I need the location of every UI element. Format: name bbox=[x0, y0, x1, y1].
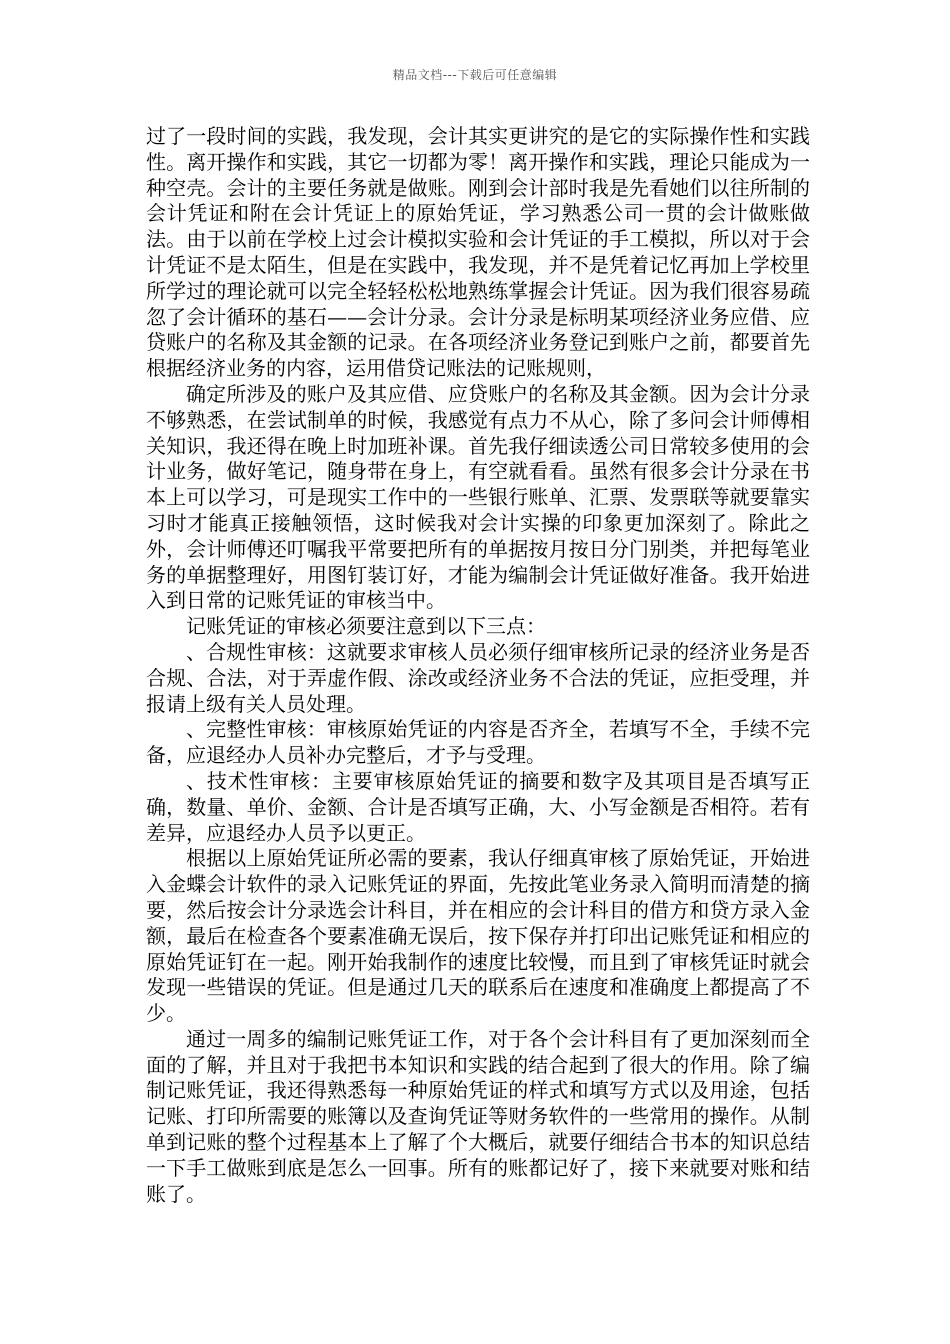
paragraph-7: 根据以上原始凭证所必需的要素，我认仔细真审核了原始凭证，开始进入金蝶会计软件的录入记账凭证的界面，先按此笔业务录入简明而清楚的摘要，然后按会计分录选会计科目，并在相应的会计科目的借方和贷方录入金额，最后在检查各个要素准确无误后，按下保存并打印出记账凭证和相应的原始凭证钉在一起。刚开始我制作的速度比较慢，而且到了审核凭证时就会发现一些错误的凭证。但是通过几天的联系后在速度和准确度上都提高了不少。 bbox=[146, 846, 810, 1026]
page-header: 精品文档---下载后可任意编辑 bbox=[392, 68, 558, 82]
document-body bbox=[146, 124, 810, 1207]
paragraph-2: 确定所涉及的账户及其应借、应贷账户的名称及其金额。因为会计分录不够熟悉，在尝试制单的时候，我感觉有点力不从心，除了多问会计师傅相关知识，我还得在晚上时加班补课。首先我仔细读透公司日常较多使用的会计业务，做好笔记，随身带在身上，有空就看看。虽然有很多会计分录在书本上可以学习，可是现实工作中的一些银行账单、汇票、发票联等就要靠实习时才能真正接触领悟，这时候我对会计实操的印象更加深刻了。除此之外，会计师傅还叮嘱我平常要把所有的单据按月按日分门别类，并把每笔业务的单据整理好，用图钉装订好，才能为编制会计凭证做好准备。我开始进入到日常的记账凭证的审核当中。 bbox=[146, 381, 810, 613]
paragraph-6: 、技术性审核：主要审核原始凭证的摘要和数字及其项目是否填写正确，数量、单价、金额、合计是否填写正确，大、小写金额是否相符。若有差异，应退经办人员予以更正。 bbox=[146, 768, 810, 845]
paragraph-8: 通过一周多的编制记账凭证工作，对于各个会计科目有了更加深刻而全面的了解，并且对于我把书本知识和实践的结合起到了很大的作用。除了编制记账凭证，我还得熟悉每一种原始凭证的样式和填写方式以及用途，包括记账、打印所需要的账簿以及查询凭证等财务软件的一些常用的操作。从制单到记账的整个过程基本上了解了个大概后，就要仔细结合书本的知识总结一下手工做账到底是怎么一回事。所有的账都记好了，接下来就要对账和结账了。 bbox=[146, 1026, 810, 1206]
paragraph-4: 、合规性审核：这就要求审核人员必须仔细审核所记录的经济业务是否合规、合法，对于弄虚作假、涂改或经济业务不合法的凭证，应拒受理，并报请上级有关人员处理。 bbox=[146, 639, 810, 716]
paragraph-1: 过了一段时间的实践，我发现，会计其实更讲究的是它的实际操作性和实践性。离开操作和实践，其它一切都为零！离开操作和实践，理论只能成为一种空壳。会计的主要任务就是做账。刚到会计部时我是先看她们以往所制的会计凭证和附在会计凭证上的原始凭证，学习熟悉公司一贯的会计做账做法。由于以前在学校上过会计模拟实验和会计凭证的手工模拟，所以对于会计凭证不是太陌生，但是在实践中，我发现，并不是凭着记忆再加上学校里所学过的理论就可以完全轻轻松松地熟练掌握会计凭证。因为我们很容易疏忽了会计循环的基石——会计分录。会计分录是标明某项经济业务应借、应贷账户的名称及其金额的记录。在各项经济业务登记到账户之前，都要首先根据经济业务的内容，运用借贷记账法的记账规则， bbox=[146, 124, 810, 381]
paragraph-3: 记账凭证的审核必须要注意到以下三点： bbox=[186, 614, 546, 639]
paragraph-5: 、完整性审核：审核原始凭证的内容是否齐全，若填写不全，手续不完备，应退经办人员补办完整后，才予与受理。 bbox=[146, 717, 810, 768]
